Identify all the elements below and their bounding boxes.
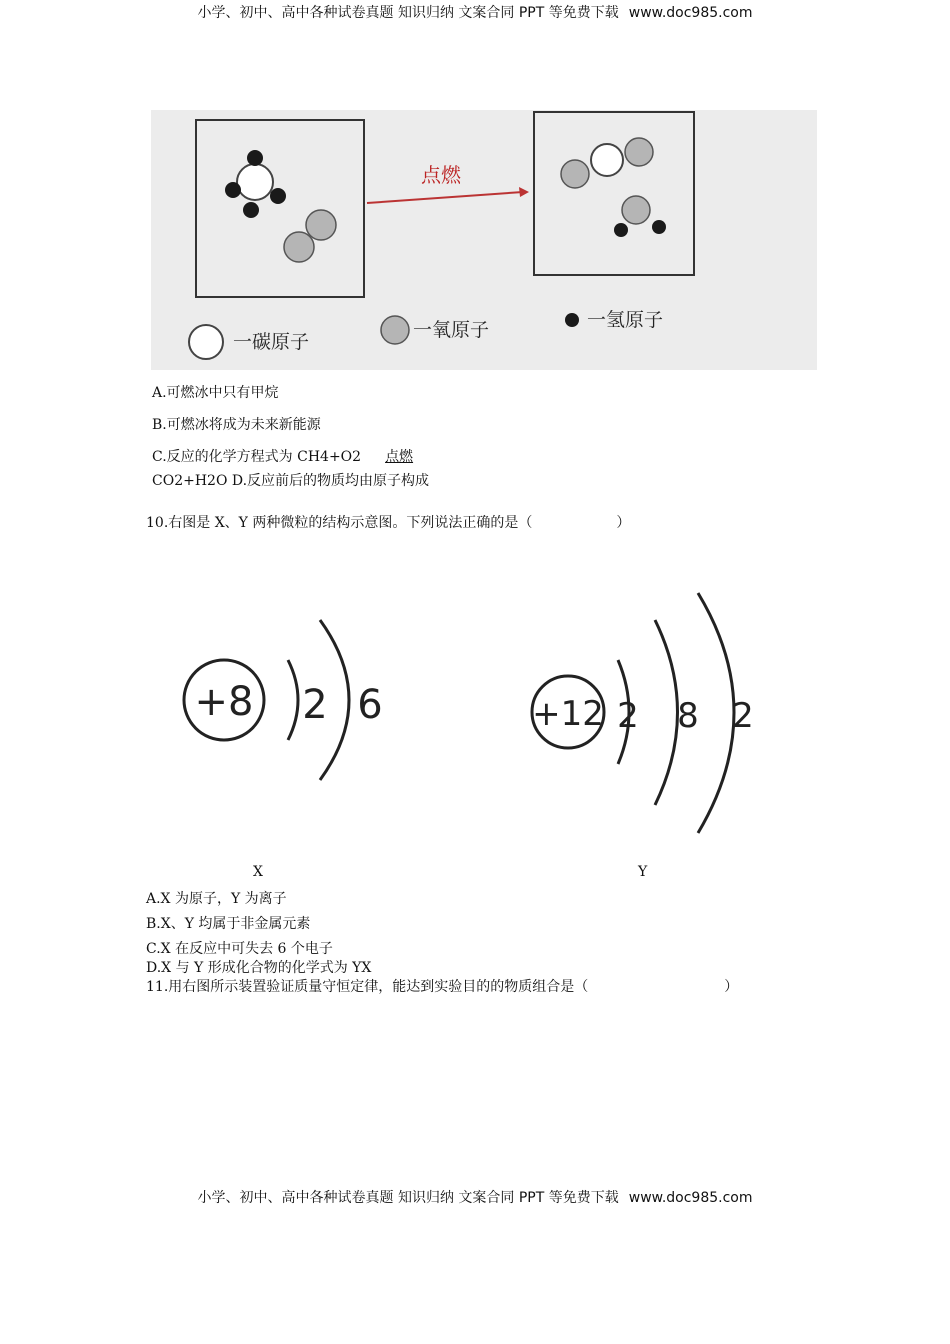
reactant-box bbox=[196, 120, 364, 297]
footer-site: www.doc985.com bbox=[628, 1190, 753, 1206]
x-shell-2-electrons: 6 bbox=[357, 682, 383, 728]
oxygen-atom bbox=[622, 196, 650, 224]
option-b: B.可燃冰将成为未来新能源 bbox=[152, 417, 321, 433]
y-shell-2-electrons: 8 bbox=[677, 696, 699, 736]
legend-carbon-symbol bbox=[189, 325, 223, 359]
q10-stem-text: 10.右图是 X、Y 两种微粒的结构示意图。下列说法正确的是（ bbox=[146, 515, 533, 531]
option-c-condition: 点燃 bbox=[385, 449, 414, 465]
carbon-atom bbox=[237, 164, 273, 200]
legend-oxygen-label: 一氧原子 bbox=[413, 319, 490, 341]
hydrogen-atom bbox=[270, 188, 286, 204]
legend-hydrogen-symbol bbox=[565, 313, 579, 327]
q10-option-a: A.X 为原子，Y 为离子 bbox=[146, 891, 287, 907]
q10-option-c: C.X 在反应中可失去 6 个电子 bbox=[146, 941, 333, 957]
hydrogen-atom bbox=[614, 223, 628, 237]
option-a: A.可燃冰中只有甲烷 bbox=[152, 385, 279, 401]
q11-close: ） bbox=[724, 979, 739, 995]
atom-structure-diagram bbox=[170, 555, 790, 845]
q10-close: ） bbox=[616, 515, 631, 531]
product-box bbox=[534, 112, 694, 275]
q10-option-d: D.X 与 Y 形成化合物的化学式为 YX bbox=[146, 960, 372, 976]
option-c-prefix: C.反应的化学方程式为 CH4+O2 bbox=[152, 449, 362, 465]
q10-stem bbox=[146, 512, 630, 532]
page-header bbox=[0, 2, 950, 22]
atom-structure-figure bbox=[170, 555, 790, 845]
arrow-label: 点燃 bbox=[421, 163, 461, 187]
q11-stem bbox=[146, 976, 738, 996]
carbon-atom bbox=[591, 144, 623, 176]
option-c-cont-and-d: CO2+H2O D.反应前后的物质均由原子构成 bbox=[152, 473, 430, 489]
y-shell-2 bbox=[655, 620, 678, 805]
option-c bbox=[152, 446, 413, 466]
header-site: www.doc985.com bbox=[628, 5, 753, 21]
label-y: Y bbox=[638, 864, 648, 880]
legend-hydrogen-label: 一氢原子 bbox=[587, 309, 664, 331]
y-shell-3-electrons: 2 bbox=[732, 696, 754, 736]
reaction-diagram bbox=[151, 110, 817, 370]
hydrogen-atom bbox=[247, 150, 263, 166]
y-shell-3 bbox=[698, 593, 734, 833]
legend-oxygen-symbol bbox=[381, 316, 409, 344]
q11-stem-text: 11.用右图所示装置验证质量守恒定律，能达到实验目的的物质组合是（ bbox=[146, 979, 589, 995]
x-shell-1-electrons: 2 bbox=[302, 682, 328, 728]
footer-text: 小学、初中、高中各种试卷真题 知识归纳 文案合同 PPT 等免费下载 bbox=[197, 1190, 619, 1206]
hydrogen-atom bbox=[225, 182, 241, 198]
oxygen-atom bbox=[625, 138, 653, 166]
page-footer bbox=[0, 1187, 950, 1207]
reaction-figure bbox=[151, 110, 817, 370]
x-shell-1 bbox=[288, 660, 298, 740]
oxygen-atom bbox=[561, 160, 589, 188]
hydrogen-atom bbox=[652, 220, 666, 234]
header-text: 小学、初中、高中各种试卷真题 知识归纳 文案合同 PPT 等免费下载 bbox=[197, 5, 619, 21]
legend-carbon-label: 一碳原子 bbox=[233, 331, 310, 353]
x-nucleus-charge: +8 bbox=[194, 679, 254, 725]
q10-option-b: B.X、Y 均属于非金属元素 bbox=[146, 916, 311, 932]
oxygen-atom bbox=[306, 210, 336, 240]
oxygen-atom bbox=[284, 232, 314, 262]
label-x: X bbox=[253, 864, 263, 880]
reaction-arrow bbox=[367, 192, 523, 203]
y-nucleus-charge: +12 bbox=[532, 694, 604, 734]
y-shell-1-electrons: 2 bbox=[617, 696, 639, 736]
hydrogen-atom bbox=[243, 202, 259, 218]
